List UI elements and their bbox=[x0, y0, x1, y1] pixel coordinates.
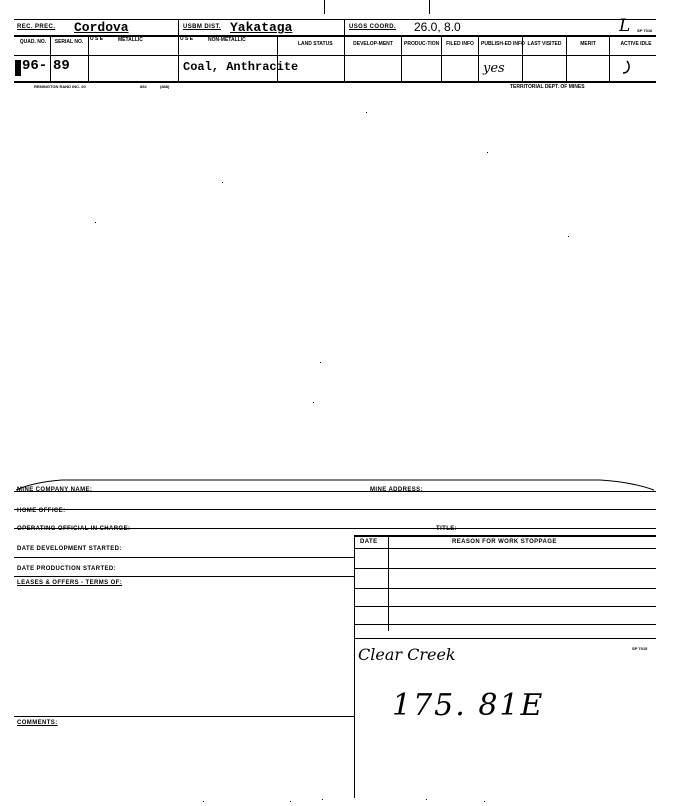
top-card-labels-rule bbox=[14, 55, 656, 56]
table-row-line bbox=[354, 568, 656, 569]
form-number: SP 7016 bbox=[637, 28, 653, 33]
metallic-label: METALLIC bbox=[118, 37, 143, 43]
table-left-border bbox=[354, 535, 355, 798]
usbm-dist-label: USBM DIST. bbox=[183, 24, 222, 30]
register-mark-right bbox=[429, 0, 430, 14]
scan-speck bbox=[322, 799, 323, 800]
nonmetallic-value: Coal, Anthracite bbox=[183, 60, 299, 74]
scan-speck bbox=[290, 801, 291, 802]
rule bbox=[14, 509, 656, 510]
punch-mark bbox=[15, 60, 21, 76]
usgs-coord-label: USGS COORD. bbox=[349, 24, 397, 30]
divider bbox=[401, 36, 402, 81]
table-bottom-line bbox=[354, 638, 656, 639]
divider bbox=[566, 36, 567, 81]
printer-line: REMINGTON RAND INC. 20 bbox=[34, 84, 86, 89]
filed-info-label: FILED INFO bbox=[446, 41, 474, 47]
title-label: TITLE: bbox=[436, 526, 458, 532]
leases-label: LEASES & OFFERS - TERMS OF: bbox=[17, 580, 123, 586]
active-idle-label: ACTIVE IDLE bbox=[620, 41, 652, 47]
scan-speck bbox=[313, 402, 314, 403]
date-development-label: DATE DEVELOPMENT STARTED: bbox=[17, 546, 122, 552]
last-visited-label: LAST VISITED bbox=[527, 41, 562, 47]
production-label: PRODUC-TION bbox=[404, 41, 440, 47]
mine-company-label: MINE COMPANY NAME: bbox=[17, 487, 93, 493]
table-row-line bbox=[354, 588, 656, 589]
table-row-line bbox=[354, 548, 656, 549]
scan-speck bbox=[426, 799, 427, 800]
metallic-code: U S E bbox=[90, 36, 104, 42]
divider bbox=[478, 36, 479, 81]
scan-speck bbox=[222, 182, 223, 183]
development-label: DEVELOP-MENT bbox=[353, 41, 393, 47]
divider bbox=[277, 36, 278, 81]
quad-label: QUAD. NO. bbox=[19, 39, 47, 45]
scan-speck bbox=[320, 362, 321, 363]
printer-code-2: (888) bbox=[160, 84, 170, 89]
date-production-label: DATE PRODUCTION STARTED: bbox=[17, 566, 117, 572]
handwritten-location: Clear Creek bbox=[358, 645, 456, 664]
reason-header: REASON FOR WORK STOPPAGE bbox=[452, 539, 557, 545]
rule bbox=[14, 491, 656, 492]
home-office-label: HOME OFFICE: bbox=[17, 508, 66, 514]
serial-label: SERIAL NO. bbox=[54, 39, 84, 45]
divider bbox=[441, 36, 442, 81]
serial-value: 89 bbox=[53, 58, 70, 74]
nonmetallic-label: NON-METALLIC bbox=[208, 37, 246, 43]
date-header: DATE bbox=[360, 539, 378, 545]
scan-speck bbox=[203, 801, 204, 802]
scan-speck bbox=[487, 152, 488, 153]
top-card-bottom-border bbox=[14, 81, 656, 83]
rec-prec-label: REC. PREC. bbox=[17, 24, 56, 30]
divider bbox=[50, 36, 51, 81]
bottom-form-number: SP 7015 bbox=[632, 646, 648, 651]
rec-prec-value: Cordova bbox=[74, 20, 129, 35]
merit-label: MERIT bbox=[580, 41, 596, 47]
quad-value: 96- bbox=[22, 58, 48, 74]
scan-speck bbox=[366, 112, 367, 113]
rule bbox=[14, 557, 354, 558]
divider bbox=[344, 19, 345, 81]
mine-address-label: MINE ADDRESS: bbox=[370, 487, 423, 493]
divider bbox=[178, 19, 179, 81]
table-row-line bbox=[354, 624, 656, 625]
card-letter: L bbox=[619, 16, 631, 36]
rule bbox=[14, 716, 354, 717]
scan-speck bbox=[568, 236, 569, 237]
printer-code: 892 bbox=[140, 84, 147, 89]
usgs-coord-value: 26.0, 8.0 bbox=[414, 20, 461, 34]
dept-label: TERRITORIAL DEPT. OF MINES bbox=[510, 84, 585, 90]
active-check-mark bbox=[616, 58, 634, 78]
land-status-label: LAND STATUS bbox=[298, 41, 333, 47]
table-row-line bbox=[354, 606, 656, 607]
published-value: yes bbox=[483, 61, 505, 76]
rule bbox=[354, 535, 656, 537]
scan-speck bbox=[95, 222, 96, 223]
rule bbox=[14, 576, 354, 577]
top-card-header-rule bbox=[14, 35, 656, 37]
nonmetallic-code: U S E bbox=[180, 36, 194, 42]
published-info-label: PUBLISH-ED INFO bbox=[481, 41, 525, 47]
scan-speck bbox=[484, 801, 485, 802]
handwritten-number: 175. 81E bbox=[392, 688, 545, 723]
table-date-divider bbox=[388, 535, 389, 631]
divider bbox=[88, 36, 89, 81]
usbm-dist-value: Yakataga bbox=[230, 20, 293, 35]
divider bbox=[609, 36, 610, 81]
comments-label: COMMENTS: bbox=[17, 720, 58, 726]
register-mark-left bbox=[324, 0, 325, 14]
operating-official-label: OPERATING OFFICIAL IN CHARGE: bbox=[17, 526, 131, 532]
